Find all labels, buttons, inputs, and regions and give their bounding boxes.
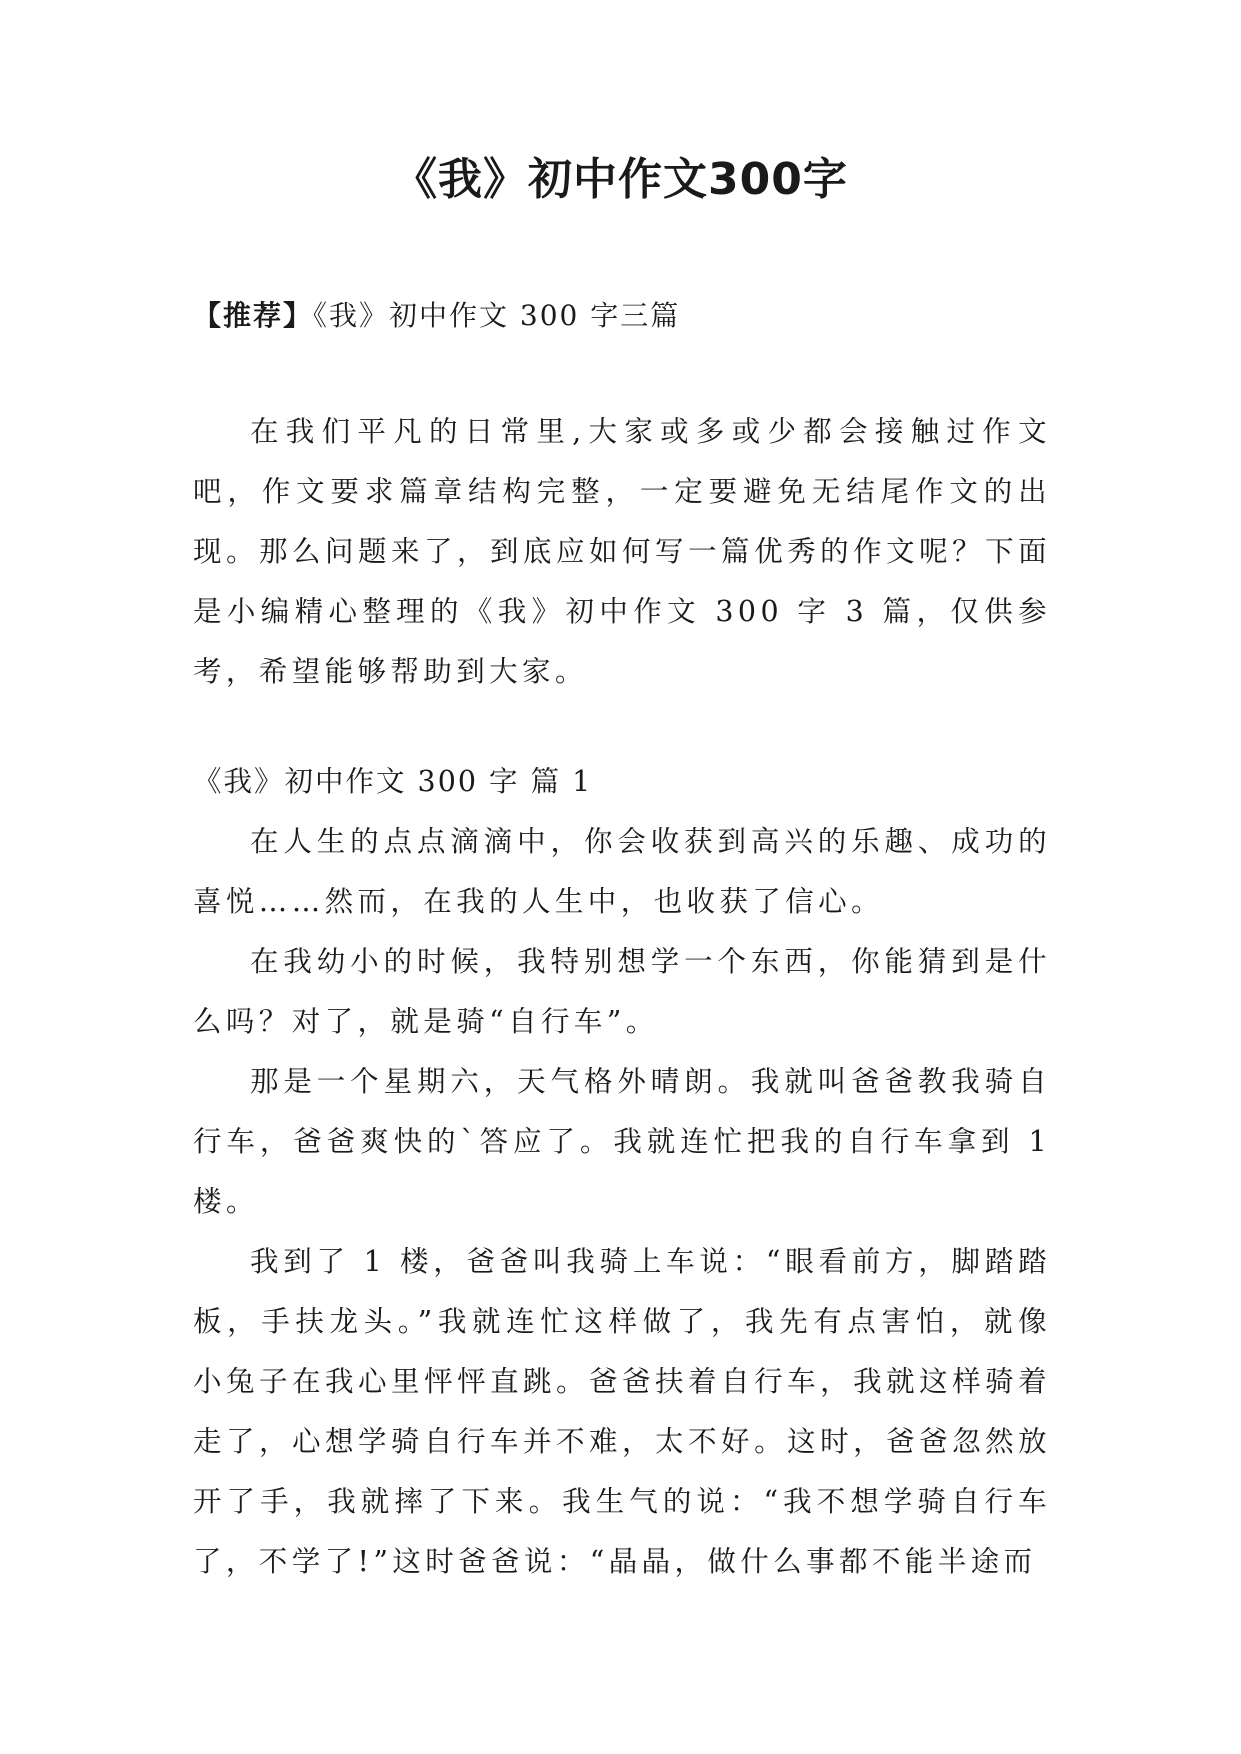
intro-section	[193, 402, 1051, 702]
section-heading: 《我》初中作文 300 字 篇 1	[193, 765, 593, 798]
document-title: 《我》初中作文300字	[393, 154, 848, 205]
essay-paragraph: 我到了 1 楼，爸爸叫我骑上车说：“眼看前方，脚踏踏板，手扶龙头。”我就连忙这样做了，我先有点害怕，就像小兔子在我心里怦怦直跳。爸爸扶着自行车，我就这样骑着走了，心想学骑自行车并不难，太不好。这时，爸爸忽然放开了手，我就摔了下来。我生气的说：“我不想学骑自行车了，不学了!”这时爸爸说：“晶晶，做什么事都不能半途而	[193, 1245, 1051, 1578]
essay-paragraph: 在人生的点点滴滴中，你会收获到高兴的乐趣、成功的喜悦……然而，在我的人生中，也收获了信心。	[193, 825, 1051, 918]
essay-body	[193, 812, 1051, 1592]
essay-paragraph: 在我幼小的时候，我特别想学一个东西，你能猜到是什么吗？对了，就是骑“自行车”。	[193, 945, 1051, 1038]
subtitle-text: 《我》初中作文 300 字三篇	[313, 299, 681, 332]
document-subtitle	[193, 296, 680, 336]
intro-paragraph: 在我们平凡的日常里,大家或多或少都会接触过作文吧，作文要求篇章结构完整，一定要避免无结尾作文的出现。那么问题来了，到底应如何写一篇优秀的作文呢？下面是小编精心整理的《我》初中作文 300 字 3 篇，仅供参考，希望能够帮助到大家。	[193, 415, 1051, 688]
essay-paragraph: 那是一个星期六，天气格外晴朗。我就叫爸爸教我骑自行车，爸爸爽快的`答应了。我就连忙把我的自行车拿到 1 楼。	[193, 1065, 1051, 1218]
subtitle-recommend-tag: 【推荐】	[193, 299, 314, 332]
